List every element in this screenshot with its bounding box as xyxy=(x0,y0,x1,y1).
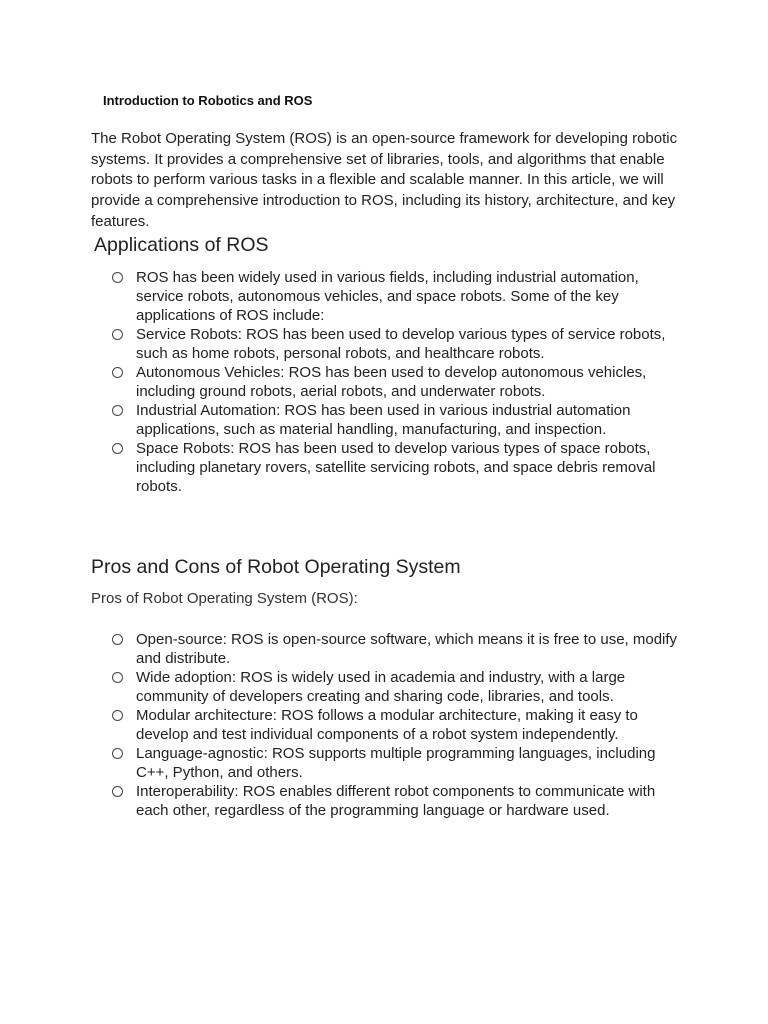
pros-label: Pros of Robot Operating System (ROS): xyxy=(91,590,358,607)
list-item xyxy=(112,630,687,668)
intro-paragraph: The Robot Operating System (ROS) is an open-source framework for developing robotic systems. It provides a comprehensive set of libraries, tools, and algorithms that enable robots to perform various tasks in a flexible and scalable manner. In this article, we will provide a comprehensive introduction to ROS, including its history, architecture, and key features. xyxy=(91,130,678,230)
list-item xyxy=(112,744,687,782)
hollow-circle-bullet-icon xyxy=(112,405,123,416)
hollow-circle-bullet-icon xyxy=(112,329,123,340)
hollow-circle-bullet-icon xyxy=(112,634,123,645)
list-item-text: Language-agnostic: ROS supports multiple programming languages, including C++, Python, and others. xyxy=(136,745,656,781)
applications-list xyxy=(112,268,687,496)
list-item xyxy=(112,782,687,820)
list-item xyxy=(112,268,687,325)
hollow-circle-bullet-icon xyxy=(112,272,123,283)
applications-heading: Applications of ROS xyxy=(94,234,269,256)
list-item xyxy=(112,668,687,706)
hollow-circle-bullet-icon xyxy=(112,786,123,797)
list-item xyxy=(112,706,687,744)
list-item-text: Wide adoption: ROS is widely used in academia and industry, with a large community of developers creating and sharing code, libraries, and tools. xyxy=(136,669,626,705)
hollow-circle-bullet-icon xyxy=(112,748,123,759)
list-item xyxy=(112,363,687,401)
hollow-circle-bullet-icon xyxy=(112,672,123,683)
list-item-text: Open-source: ROS is open-source software, which means it is free to use, modify and distribute. xyxy=(136,631,678,667)
list-item-text: Industrial Automation: ROS has been used in various industrial automation applications, such as material handling, manufacturing, and inspection. xyxy=(136,402,631,438)
list-item-text: Space Robots: ROS has been used to develop various types of space robots, including planetary rovers, satellite servicing robots, and space debris removal robots. xyxy=(136,440,656,495)
pros-list xyxy=(112,630,687,820)
document-title: Introduction to Robotics and ROS xyxy=(103,93,313,108)
list-item xyxy=(112,401,687,439)
list-item xyxy=(112,325,687,363)
list-item-text: Modular architecture: ROS follows a modular architecture, making it easy to develop and test individual components of a robot system independently. xyxy=(136,707,638,743)
list-item-text: Autonomous Vehicles: ROS has been used to develop autonomous vehicles, including ground robots, aerial robots, and underwater robots. xyxy=(136,364,647,400)
hollow-circle-bullet-icon xyxy=(112,710,123,721)
hollow-circle-bullet-icon xyxy=(112,443,123,454)
list-item xyxy=(112,439,687,496)
list-item-text: Interoperability: ROS enables different robot components to communicate with each other, regardless of the programming language or hardware used. xyxy=(136,783,656,819)
list-item-text: ROS has been widely used in various fields, including industrial automation, service robots, autonomous vehicles, and space robots. Some of the key applications of ROS include: xyxy=(136,269,639,324)
hollow-circle-bullet-icon xyxy=(112,367,123,378)
pros-cons-heading: Pros and Cons of Robot Operating System xyxy=(91,556,461,578)
list-item-text: Service Robots: ROS has been used to develop various types of service robots, such as home robots, personal robots, and healthcare robots. xyxy=(136,326,666,362)
